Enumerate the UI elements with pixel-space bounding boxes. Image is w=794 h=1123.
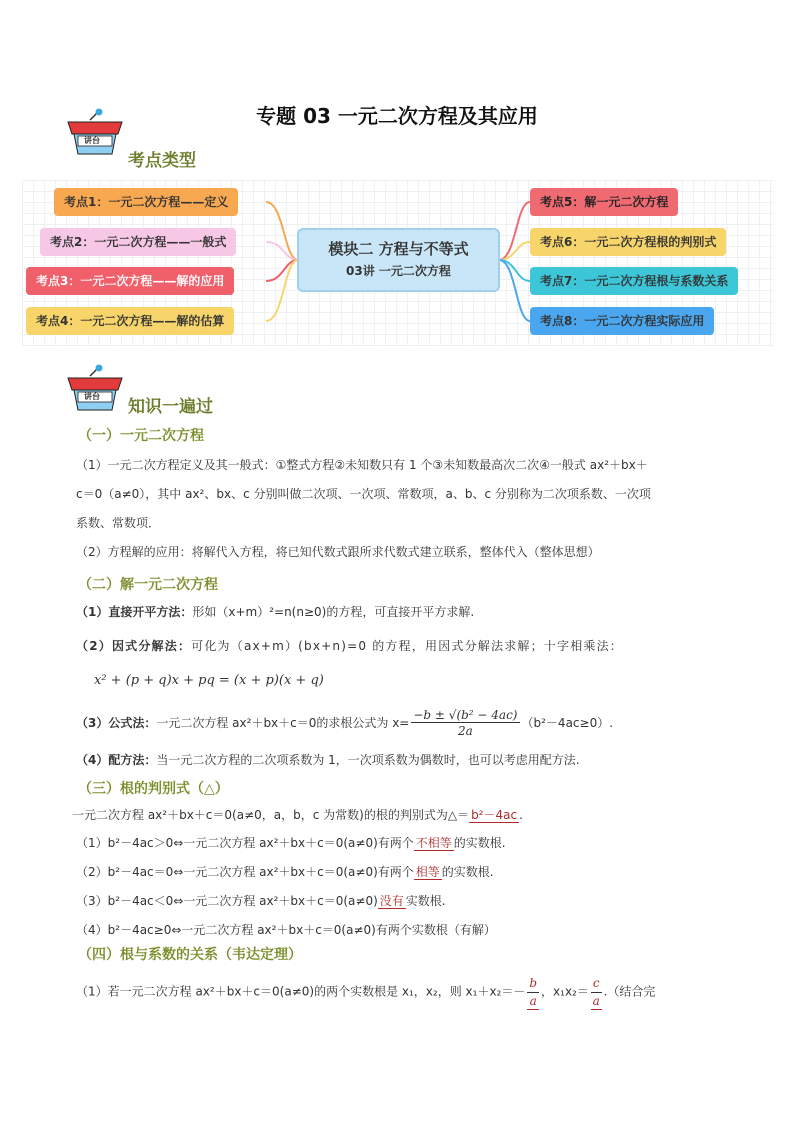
paragraph	[76, 451, 726, 567]
text-line: （2）方程解的应用：将解代入方程，将已知代数式跟所求代数式建立联系，整体代入（整体思想）	[76, 545, 600, 559]
method-label: （3）公式法：	[76, 716, 157, 730]
section-heading-knowledge: 知识一遍过	[128, 397, 213, 417]
answer-blank: 没有	[379, 894, 404, 908]
formula-denominator: 2a	[458, 724, 473, 738]
paragraph	[76, 974, 726, 1010]
answer-blank: 相等	[415, 865, 440, 879]
node-point-4: 考点4：一元二次方程——解的估算	[26, 307, 234, 335]
sum-fraction	[527, 974, 539, 1010]
section-heading-exam-points: 考点类型	[128, 151, 196, 171]
fraction-numerator: c	[591, 974, 602, 993]
text-line	[76, 829, 726, 858]
text: 一元二次方程 ax²＋bx＋c＝0(a≠0，a，b，c 为常数)的根的判别式为△＝	[72, 808, 470, 822]
text: .	[519, 808, 523, 822]
method-label: （2）因式分解法：	[76, 639, 192, 653]
subheading-quadratic: （一）一元二次方程	[78, 428, 204, 444]
text-line: 系数、常数项．	[76, 516, 161, 530]
method-1	[76, 598, 726, 627]
text-line	[76, 858, 726, 887]
method-4	[76, 746, 726, 775]
text: 实数根.	[405, 894, 446, 908]
method-text: 可化为（ax+m）(bx+n)=0 的方程，用因式分解法求解；十字相乘法：	[191, 639, 624, 653]
node-point-8: 考点8：一元二次方程实际应用	[530, 307, 714, 335]
method-text: 一元二次方程 ax²＋bx＋c＝0的求根公式为 x=	[156, 716, 410, 730]
method-text: 当一元二次方程的二次项系数为 1，一次项系数为偶数时，也可以考虑用配方法.	[156, 753, 580, 767]
text: 的实数根.	[441, 865, 494, 879]
method-2	[76, 632, 726, 661]
method-text: 形如（x+m）²=n(n≥0)的方程，可直接开平方求解.	[192, 605, 475, 619]
text: 的实数根.	[453, 836, 506, 850]
mindmap	[22, 180, 774, 346]
cross-multiplication-formula: x² + (p + q)x + pq = (x + p)(x + q)	[94, 673, 324, 688]
center-title: 模块二 方程与不等式	[328, 240, 469, 258]
method-label: （1）直接开平方法：	[76, 605, 193, 619]
text-line: （4）b²－4ac≥0⇔一元二次方程 ax²＋bx＋c＝0(a≠0)有两个实数根（有解）	[76, 923, 496, 937]
text: （2）b²－4ac＝0⇔一元二次方程 ax²＋bx＋c＝0(a≠0)有两个	[76, 865, 414, 879]
node-point-2: 考点2：一元二次方程——一般式	[40, 228, 236, 256]
node-point-1: 考点1：一元二次方程——定义	[54, 188, 238, 216]
subheading-vieta: （四）根与系数的关系（韦达定理）	[78, 947, 302, 963]
text-line	[76, 887, 726, 916]
text: ，x₁x₂＝	[541, 984, 589, 999]
product-fraction	[591, 974, 602, 1010]
quadratic-formula	[411, 708, 519, 739]
fraction-numerator: b	[527, 974, 539, 993]
paragraph	[72, 801, 722, 830]
text-line: （1）一元二次方程定义及其一般式：①整式方程②未知数只有 1 个③未知数最高次二次④一般式 ax²＋bx＋	[76, 458, 648, 472]
node-point-7: 考点7：一元二次方程根与系数关系	[530, 267, 738, 295]
center-node	[297, 228, 500, 292]
paragraph	[76, 829, 726, 945]
badge-label: 讲台	[84, 392, 100, 401]
badge-label: 讲台	[84, 136, 100, 145]
text-line: c＝0（a≠0），其中 ax²、bx、c 分别叫做二次项、一次项、常数项，a、b、c 分别称为二次项系数、一次项	[76, 487, 651, 501]
podium-badge	[62, 108, 128, 156]
method-text: （b²－4ac≥0）.	[521, 716, 614, 730]
subheading-discriminant: （三）根的判别式（△）	[78, 781, 229, 797]
node-point-5: 考点5：解一元二次方程	[530, 188, 678, 216]
method-3	[76, 708, 726, 739]
node-point-3: 考点3：一元二次方程——解的应用	[26, 267, 234, 295]
text-line	[72, 801, 722, 830]
podium-badge	[62, 364, 128, 412]
fraction-denominator: a	[592, 994, 600, 1008]
center-subtitle: 03讲 一元二次方程	[346, 264, 451, 278]
text: .（结合完	[603, 984, 656, 999]
answer-blank: 不相等	[415, 836, 452, 850]
method-label: （4）配方法：	[76, 753, 157, 767]
page-title: 专题 03 一元二次方程及其应用	[256, 104, 538, 128]
subheading-solve: （二）解一元二次方程	[78, 577, 218, 593]
text: （1）若一元二次方程 ax²＋bx＋c＝0(a≠0)的两个实数根是 x₁，x₂，则 x₁＋x₂＝－	[76, 984, 526, 999]
answer-blank: b²－4ac	[471, 808, 518, 822]
text: （3）b²－4ac＜0⇔一元二次方程 ax²＋bx＋c＝0(a≠0)	[76, 894, 378, 908]
node-point-6: 考点6：一元二次方程根的判别式	[530, 228, 726, 256]
formula-numerator: −b ± √(b² − 4ac)	[413, 708, 518, 722]
fraction-denominator: a	[529, 994, 537, 1008]
text: （1）b²－4ac＞0⇔一元二次方程 ax²＋bx＋c＝0(a≠0)有两个	[76, 836, 414, 850]
